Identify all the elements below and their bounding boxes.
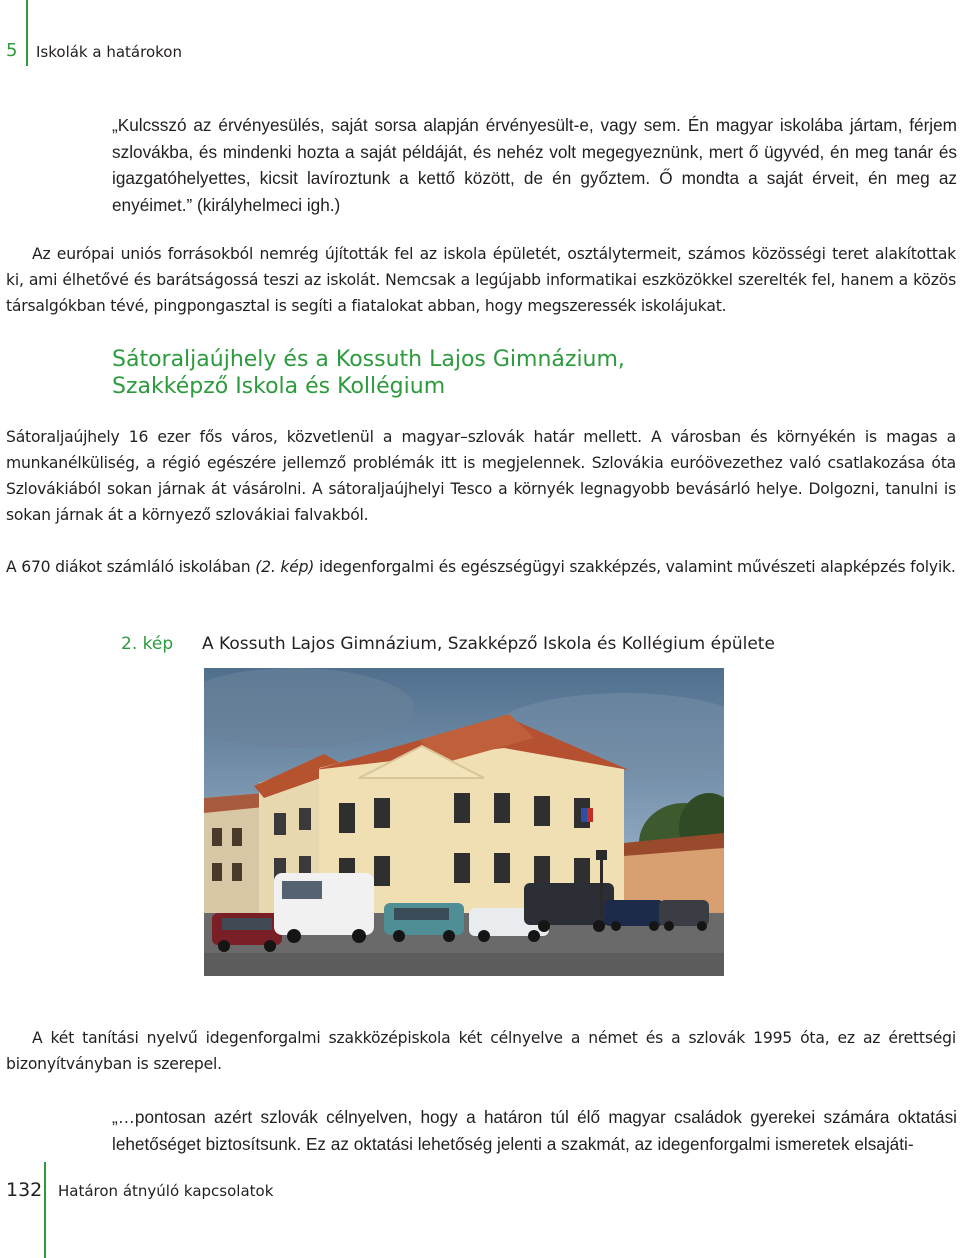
paragraph-text: Az európai uniós forrásokból nemrég újították fel az iskola épületét, osztálytermeit, számos közösségi teret alakítottak ki, ami élhetővé és barátságossá teszi az iskolát. Nemcsak a legújabb informatikai eszközökkel szerelték fel, hanem a közös társalgókban tévé, pingpongasztal is segíti a fiatalokat abban, hogy megszeressék iskolájukat. <box>6 245 956 315</box>
paragraph-text-part: idegenforgalmi és egészségügyi szakképzés, valamint művészeti alapképzés folyik. <box>314 558 956 576</box>
paragraph-text <box>6 554 956 580</box>
section-heading <box>112 346 952 400</box>
interview-quote: „Kulcsszó az érvényesülés, saját sorsa alapján érvényesült-e, vagy sem. Én magyar iskolába jártam, férjem szlovákba, és mindenki hozta a saját példáját, és nehéz volt megegyeznünk, mert ő ügyvéd, én meg tanár és igazgatóhelyettes, kicsit lavíroztunk a kettő között, de én győztem. Ő mondta a saját érveit, én meg az enyéimet.” (királyhelmeci igh.) <box>112 115 957 215</box>
figure-reference: (2. kép) <box>255 558 315 576</box>
school-building-illustration <box>204 668 724 976</box>
body-paragraph <box>6 554 956 580</box>
body-paragraph <box>6 1025 956 1077</box>
chapter-title: Iskolák a határokon <box>36 43 182 61</box>
interview-quote: „…pontosan azért szlovák célnyelven, hogy a határon túl élő magyar családok gyerekei számára oktatási lehetőséget biztosítsunk. Ez az oktatási lehetőség jelenti a szakmát, az idegenforgalmi ismeretek elsajáti- <box>112 1107 957 1154</box>
paragraph-text: A két tanítási nyelvű idegenforgalmi szakközépiskola két célnyelve a német és a szlovák 1995 óta, ez az érettségi bizonyítványban is szerepel. <box>6 1029 956 1073</box>
body-paragraph <box>6 424 956 528</box>
header-rule <box>26 0 28 66</box>
figure-caption: A Kossuth Lajos Gimnázium, Szakképző Iskola és Kollégium épülete <box>202 634 775 654</box>
figure-label: 2. kép <box>121 634 174 654</box>
section-heading-line: Sátoraljaújhely és a Kossuth Lajos Gimnázium, <box>112 347 625 372</box>
section-heading-line: Szakképző Iskola és Kollégium <box>112 374 446 399</box>
paragraph-text: Sátoraljaújhely 16 ezer fős város, közvetlenül a magyar–szlovák határ mellett. A városban és környékén is magas a munkanélküliség, a régió egészére jellemző problémák itt is megjelennek. Szlovákia euróövezethez való csatlakozása óta Szlovákiából sokan járnak át vásárolni. A sátoraljaújhelyi Tesco a környék legnagyobb bevásárló helye. Dolgozni, tanulni is sokan járnak át a környező szlovákiai falvakból. <box>6 428 956 524</box>
paragraph-text-part: A 670 diákot számláló iskolában <box>6 558 256 576</box>
book-title: Határon átnyúló kapcsolatok <box>58 1182 274 1200</box>
school-building-photo <box>204 668 724 976</box>
page-number: 132 <box>6 1179 43 1201</box>
body-paragraph <box>6 241 956 319</box>
chapter-number: 5 <box>6 40 18 61</box>
footer-rule <box>44 1162 46 1258</box>
